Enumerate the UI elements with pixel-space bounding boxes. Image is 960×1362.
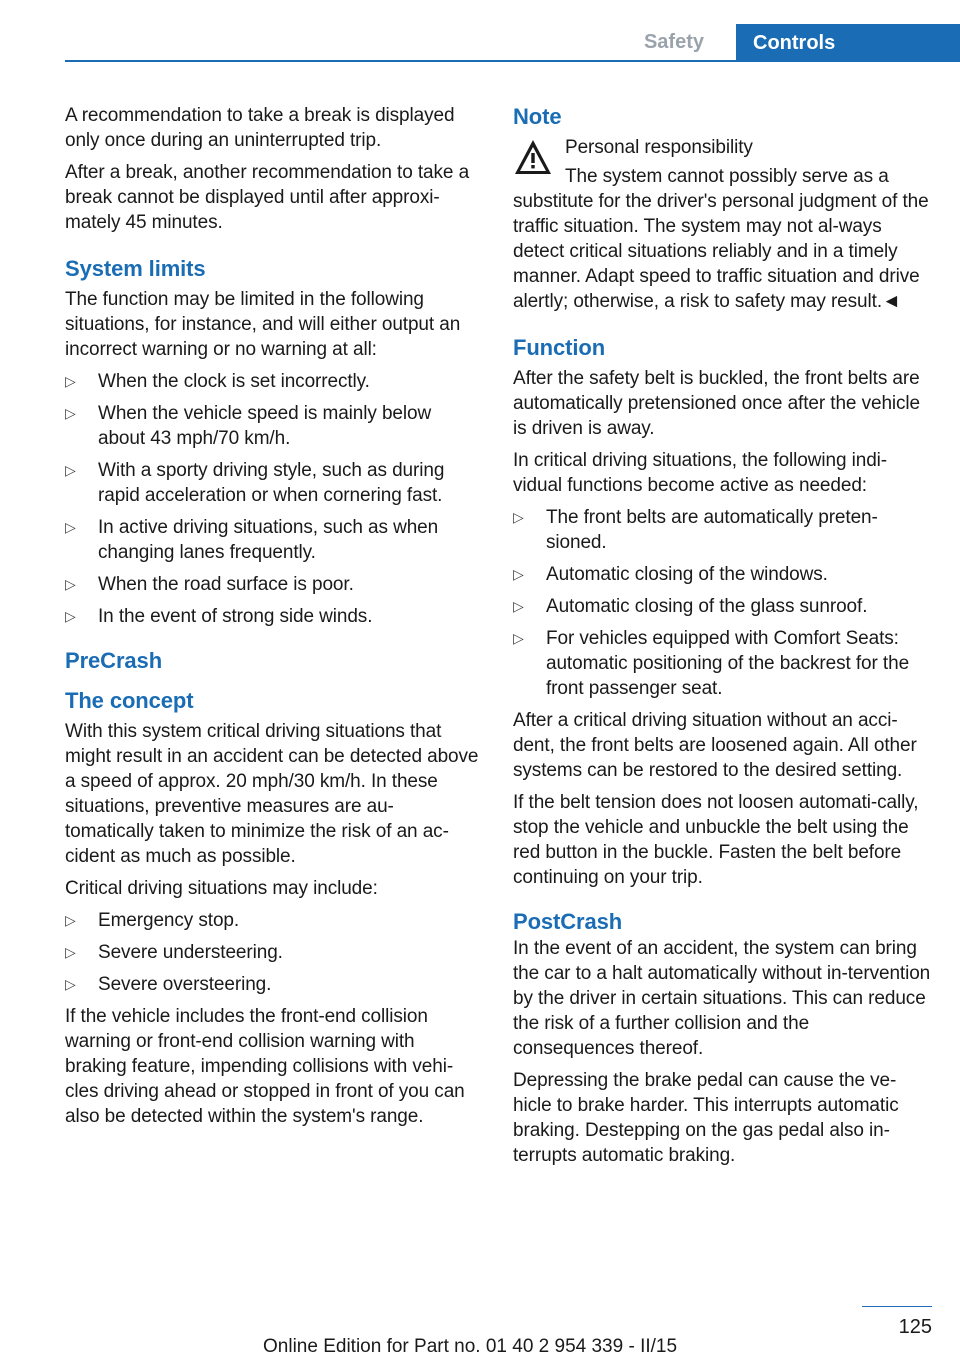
triangle-bullet-icon: ▷ (65, 405, 76, 421)
paragraph-after-critical: After a critical driving situation without an acci‐dent, the front belts are loosened again. All other systems can be restored to the desired setting. (513, 710, 917, 781)
list-item: ▷ Severe oversteering. (65, 974, 272, 995)
tab-safety[interactable]: Safety (643, 31, 704, 53)
list-item: ▷ When the vehicle speed is mainly below about 43 mph/70 km/h. (65, 403, 432, 449)
triangle-bullet-icon: ▷ (65, 976, 76, 992)
paragraph-function-2: In critical driving situations, the following indi‐vidual functions become active as needed: (513, 450, 888, 496)
list-item: ▷ Automatic closing of the windows. (513, 564, 828, 585)
heading-postcrash: PostCrash (513, 909, 623, 934)
triangle-bullet-icon: ▷ (65, 576, 76, 592)
paragraph-collision-warning: If the vehicle includes the front-end collision warning or front-end collision warning with braking feature, impending collisions with vehi‐cles driving ahead or stopped in front of you can also be detected within the system's range. (65, 1006, 465, 1127)
triangle-bullet-icon: ▷ (513, 566, 524, 582)
heading-system-limits: System limits (65, 256, 206, 281)
paragraph-break-recommendation: A recommendation to take a break is displayed only once during an uninterrupted trip. (65, 105, 455, 151)
list-critical-situations (65, 908, 481, 997)
triangle-bullet-icon: ▷ (65, 912, 76, 928)
list-item: ▷ The front belts are automatically preten‐sioned. (513, 507, 878, 553)
edition-footer: Online Edition for Part no. 01 40 2 954 339 - II/15 (263, 1336, 678, 1357)
page-header (0, 24, 960, 62)
triangle-bullet-icon: ▷ (65, 519, 76, 535)
paragraph-belt-tension: If the belt tension does not loosen automati‐cally, stop the vehicle and unbuckle the belt using the red button in the buckle. Fasten the belt before continuing on your trip. (513, 792, 919, 888)
triangle-bullet-icon: ▷ (513, 509, 524, 525)
list-item: ▷ Automatic closing of the glass sunroof. (513, 596, 868, 617)
note-title: Personal responsibility (565, 137, 753, 158)
heading-function: Function (513, 335, 606, 360)
note-body: The system cannot possibly serve as a substitute for the driver's personal judgment of the traffic situation. The system may not al‐ways detect critical situations reliably and in a timely manner. Adapt speed to traffic situation and drive alertly; otherwise, a risk to safety may result.◄ (513, 166, 929, 312)
triangle-bullet-icon: ▷ (513, 598, 524, 614)
paragraph-after-break: After a break, another recommendation to take a break cannot be displayed until after approxi‐mately 45 minutes. (65, 162, 470, 233)
triangle-bullet-icon: ▷ (65, 944, 76, 960)
paragraph-postcrash-1: In the event of an accident, the system can bring the car to a halt automatically without in‐tervention by the driver in certain situations. This can reduce the risk of a further collision and the consequences thereof. (513, 938, 931, 1059)
triangle-bullet-icon: ▷ (65, 373, 76, 389)
triangle-bullet-icon: ▷ (513, 630, 524, 646)
list-item: ▷ When the clock is set incorrectly. (65, 371, 370, 392)
paragraph-system-limits-intro: The function may be limited in the following situations, for instance, and will either output an incorrect warning or no warning at all: (65, 289, 461, 360)
heading-note: Note (513, 104, 562, 129)
list-system-limits (65, 369, 481, 629)
paragraph-concept: With this system critical driving situations that might result in an accident can be detected above a speed of approx. 20 mph/30 km/h. In these situations, preventive measures are au‐tomatically taken to minimize the risk of an ac‐cident as much as possible. (65, 721, 479, 867)
paragraph-critical-intro: Critical driving situations may include: (65, 878, 378, 899)
footer-rule (862, 1306, 932, 1307)
triangle-bullet-icon: ▷ (65, 462, 76, 478)
note-block (513, 135, 933, 314)
list-functions (513, 505, 933, 701)
page-number: 125 (898, 1316, 932, 1338)
paragraph-function-1: After the safety belt is buckled, the front belts are automatically pretensioned once after the vehicle is driven is away. (513, 368, 921, 439)
left-column (65, 103, 481, 1136)
paragraph-postcrash-2: Depressing the brake pedal can cause the ve‐hicle to brake harder. This interrupts automatic braking. Destepping on the gas pedal also in‐terrupts automatic braking. (513, 1070, 899, 1166)
list-item: ▷ In active driving situations, such as when changing lanes frequently. (65, 517, 439, 563)
heading-the-concept: The concept (65, 688, 194, 713)
list-item: ▷ With a sporty driving style, such as during rapid acceleration or when cornering fast. (65, 460, 445, 506)
list-item: ▷ Severe understeering. (65, 942, 283, 963)
list-item: ▷ Emergency stop. (65, 910, 240, 931)
list-item: ▷ When the road surface is poor. (65, 574, 354, 595)
right-column (513, 103, 933, 1175)
triangle-bullet-icon: ▷ (65, 608, 76, 624)
heading-precrash: PreCrash (65, 648, 163, 673)
tab-controls[interactable]: Controls (736, 24, 960, 62)
list-item: ▷ For vehicles equipped with Comfort Seats: automatic positioning of the backrest for the front passenger seat. (513, 628, 910, 699)
warning-triangle-icon (513, 137, 553, 177)
header-rule (65, 60, 960, 62)
list-item: ▷ In the event of strong side winds. (65, 606, 373, 627)
